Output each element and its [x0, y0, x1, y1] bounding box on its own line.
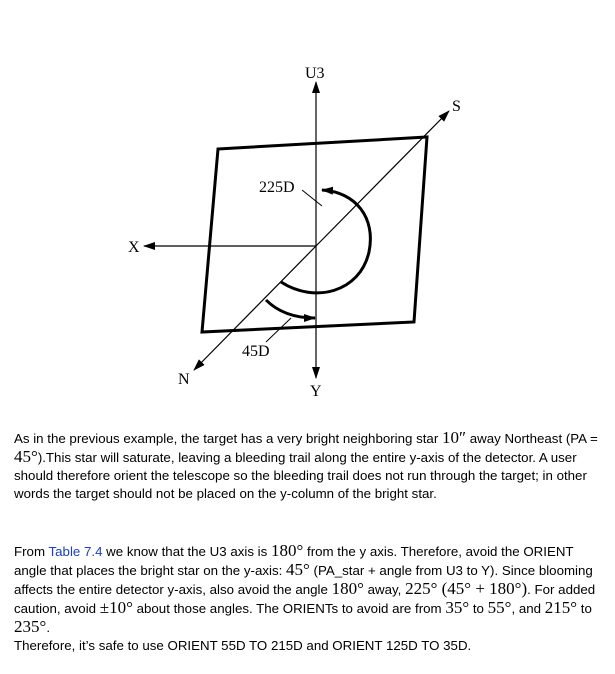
- p2-text-2: we know that the U3 axis is: [106, 544, 268, 559]
- label-x: X: [128, 239, 140, 256]
- p2-math-pm10: ±10°: [99, 598, 133, 617]
- p2-conclusion: Therefore, it’s safe to use ORIENT 55D TO 215D and ORIENT 125D TO 35D.: [14, 638, 472, 653]
- p2-text-10: to: [580, 601, 592, 616]
- p2-text-5: away,: [367, 582, 402, 597]
- p1-text-1: As in the previous example, the target has a very bright neighboring star: [14, 431, 439, 446]
- label-s: S: [452, 98, 461, 115]
- p1-text-2: away Northeast (PA =: [469, 431, 598, 446]
- label-u3: U3: [305, 65, 325, 82]
- p2-math-55: 55°: [487, 598, 512, 617]
- p2-math-180-away: 180°: [331, 579, 364, 598]
- p2-math-225: 225° (45° + 180°): [405, 579, 528, 598]
- arc-45-arrow: [266, 300, 315, 318]
- p2-text-6: . For added caution, avoid: [14, 582, 596, 616]
- label-225d: 225D: [259, 179, 295, 196]
- table-7-4-link[interactable]: Table 7.4: [48, 544, 103, 559]
- p2-math-235: 235°: [14, 617, 47, 636]
- p1-math-45: 45°: [14, 447, 38, 466]
- detector-outline: [202, 137, 427, 332]
- p2-text-9: , and: [511, 601, 542, 616]
- paragraph-orient-guidance: [14, 542, 609, 655]
- paragraph-explanation: [14, 429, 609, 503]
- arc-225-arrow: [281, 190, 370, 293]
- leader-225: [302, 190, 322, 206]
- label-n: N: [178, 371, 190, 388]
- s-direction: [316, 111, 449, 246]
- p2-text-11: .: [46, 620, 51, 635]
- p2-math-180: 180°: [271, 541, 304, 560]
- p2-text-3: from the y axis. Therefore, avoid the ORIENT angle that places the bright star on the y-axis:: [14, 544, 574, 578]
- p2-math-215: 215°: [544, 598, 578, 617]
- p2-text-7: about those angles. The ORIENTs to avoid are from: [136, 601, 442, 616]
- p2-text-1: From: [14, 544, 46, 559]
- label-45d: 45D: [242, 343, 270, 360]
- p2-text-8: to: [472, 601, 484, 616]
- p1-math-10-arcsec: 10″: [441, 428, 467, 447]
- p2-text-4: (PA_star + angle from U3 to Y). Since blooming affects the entire detector y-axis, also avoid the angle: [14, 563, 593, 597]
- p2-math-45: 45°: [286, 560, 310, 579]
- p1-text-3: ).This star will saturate, leaving a bleeding trail along the entire y-axis of the detector. A user should therefore orient the telescope so the bleeding trail does not run through the target; in other words the target should not be placed on the y-column of the bright star.: [14, 450, 587, 501]
- p2-math-35: 35°: [445, 598, 470, 617]
- label-y: Y: [310, 383, 322, 400]
